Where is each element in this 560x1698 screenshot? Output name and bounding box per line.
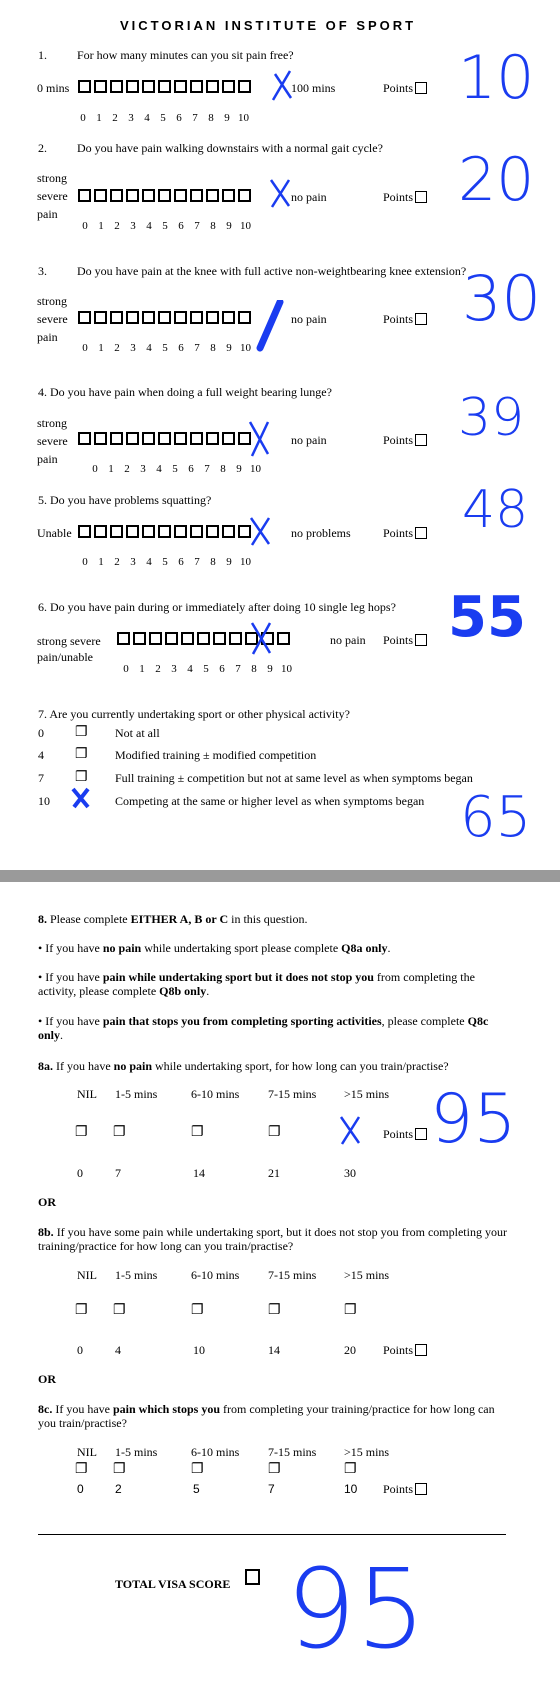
scale-box[interactable]: [181, 632, 194, 645]
scale-box[interactable]: [133, 632, 146, 645]
scale-number: 8: [210, 556, 216, 568]
q7-option-score-2: 7: [38, 771, 44, 785]
scale-number: 5: [162, 342, 168, 354]
q8b-question: 8b. If you have some pain while undertaking sport, but it does not stop you from completing your training/practice for how long can you train/practise?: [38, 1225, 507, 1253]
q5-right-anchor: no problems: [291, 526, 351, 540]
scale-number: 1: [108, 463, 114, 475]
scale-box[interactable]: [110, 432, 123, 445]
q6-cross-mark: [248, 620, 276, 656]
q8c-checkbox-nil[interactable]: ❐: [75, 1462, 88, 1477]
scale-box[interactable]: [222, 189, 235, 202]
scale-box[interactable]: [238, 80, 251, 93]
q6-left-anchor: strong severe pain/unable: [37, 634, 101, 664]
q8b-checkbox-1-5[interactable]: ❐: [113, 1303, 126, 1318]
section-divider: [38, 1534, 506, 1535]
q8-or-2: OR: [38, 1372, 56, 1386]
q8c-score-0: 0: [77, 1482, 84, 1496]
scale-number: 10: [281, 663, 292, 675]
q1-handwritten-score: 10: [458, 43, 535, 113]
q8a-score-0: 0: [77, 1166, 83, 1180]
q2-points: Points: [383, 190, 427, 204]
scale-number: 1: [139, 663, 145, 675]
scale-number: 3: [140, 463, 146, 475]
scale-box[interactable]: [206, 80, 219, 93]
scale-number: 6: [176, 112, 182, 124]
q8c-label-15plus: >15 mins: [344, 1445, 390, 1459]
scale-box[interactable]: [165, 632, 178, 645]
q2-scale-boxes[interactable]: [78, 189, 251, 202]
q1-scale-boxes[interactable]: [78, 80, 251, 93]
q8c-label-1-5: 1-5 mins: [115, 1445, 158, 1459]
scale-number: 0: [92, 463, 98, 475]
scale-number: 8: [210, 220, 216, 232]
q8b-points: Points: [383, 1343, 427, 1357]
q1-number: 1.: [38, 48, 47, 62]
scale-number: 2: [114, 220, 120, 232]
q1-left-anchor: 0 mins: [37, 81, 70, 95]
scale-number: 0: [82, 342, 88, 354]
q8c-score-1: 2: [115, 1482, 122, 1496]
scale-box[interactable]: [190, 80, 203, 93]
q2-points-box[interactable]: [415, 191, 427, 203]
q8a-label-1-5: 1-5 mins: [115, 1087, 158, 1101]
scale-number: 7: [235, 663, 241, 675]
scale-number: 6: [178, 220, 184, 232]
q8c-checkbox-15plus[interactable]: ❐: [344, 1462, 357, 1477]
q3-points: Points: [383, 312, 427, 326]
q6-points: Points: [383, 633, 427, 647]
scale-number: 0: [82, 220, 88, 232]
q4-right-anchor: no pain: [291, 433, 327, 447]
scale-box[interactable]: [117, 632, 130, 645]
q6-handwritten-score: 55: [448, 585, 526, 650]
q8b-score-1: 4: [115, 1343, 121, 1357]
scale-box[interactable]: [206, 525, 219, 538]
scale-number: 2: [124, 463, 130, 475]
q5-handwritten-score: 48: [462, 480, 529, 540]
scale-box[interactable]: [126, 311, 139, 324]
scale-box[interactable]: [206, 311, 219, 324]
scale-number: 5: [162, 556, 168, 568]
q8a-question: 8a. If you have no pain while undertaking sport, for how long can you train/practise?: [38, 1059, 449, 1073]
q3-left-anchor: strong severe pain: [37, 294, 68, 344]
scale-box[interactable]: [190, 432, 203, 445]
q8a-points: Points: [383, 1127, 427, 1141]
q7-text: 7. Are you currently undertaking sport or other physical activity?: [38, 707, 350, 721]
q2-text: Do you have pain walking downstairs with a normal gait cycle?: [77, 141, 383, 155]
scale-box[interactable]: [206, 189, 219, 202]
q2-right-anchor: no pain: [291, 190, 327, 204]
scale-number: 3: [171, 663, 177, 675]
q4-points-box[interactable]: [415, 434, 427, 446]
q8a-score-2: 14: [193, 1166, 205, 1180]
scale-box[interactable]: [158, 311, 171, 324]
total-handwritten-score: 95: [286, 1545, 426, 1673]
scale-box[interactable]: [213, 632, 226, 645]
q8a-checkbox-7-15[interactable]: ❐: [268, 1125, 281, 1140]
q6-scale-numbers: [121, 663, 291, 675]
q3-right-anchor: no pain: [291, 312, 327, 326]
scale-box[interactable]: [94, 525, 107, 538]
q8c-checkbox-1-5[interactable]: ❐: [113, 1462, 126, 1477]
q8b-score-3: 14: [268, 1343, 280, 1357]
scale-number: 1: [98, 220, 104, 232]
scale-box[interactable]: [142, 432, 155, 445]
scale-box[interactable]: [190, 189, 203, 202]
scale-box[interactable]: [174, 189, 187, 202]
total-score-box[interactable]: [245, 1569, 260, 1585]
scale-box[interactable]: [174, 525, 187, 538]
scale-number: 7: [194, 342, 200, 354]
q8c-checkbox-7-15[interactable]: ❐: [268, 1462, 281, 1477]
scale-box[interactable]: [229, 632, 242, 645]
scale-box[interactable]: [190, 525, 203, 538]
scale-box[interactable]: [277, 632, 290, 645]
scale-number: 4: [144, 112, 150, 124]
q5-left-anchor: Unable: [37, 526, 72, 540]
q8a-checkbox-nil[interactable]: ❐: [75, 1125, 88, 1140]
q8b-label-nil: NIL: [77, 1268, 97, 1282]
scale-number: 2: [114, 556, 120, 568]
scale-number: 10: [238, 112, 249, 124]
scale-number: 2: [114, 342, 120, 354]
q8c-label-7-15: 7-15 mins: [268, 1445, 317, 1459]
q8b-label-15plus: >15 mins: [344, 1268, 390, 1282]
scale-box[interactable]: [222, 311, 235, 324]
q8c-score-4: 10: [344, 1482, 358, 1496]
scale-number: 3: [130, 556, 136, 568]
scale-number: 8: [210, 342, 216, 354]
q7-option-label-1: Modified training ± modified competition: [115, 748, 317, 762]
q2-number: 2.: [38, 141, 47, 155]
q8b-score-4: 20: [344, 1343, 356, 1357]
scale-number: 0: [80, 112, 86, 124]
scale-number: 6: [178, 342, 184, 354]
scale-number: 10: [250, 463, 261, 475]
scale-number: 9: [236, 463, 242, 475]
scale-box[interactable]: [222, 525, 235, 538]
q8b-checkbox-15plus[interactable]: ❐: [344, 1303, 357, 1318]
scale-box[interactable]: [158, 432, 171, 445]
scale-number: 1: [98, 556, 104, 568]
scale-box[interactable]: [78, 525, 91, 538]
scale-box[interactable]: [158, 189, 171, 202]
scale-box[interactable]: [174, 80, 187, 93]
q4-cross-mark: [246, 418, 274, 458]
q8a-label-15plus: >15 mins: [344, 1087, 390, 1101]
q5-scale-numbers: [80, 556, 250, 568]
scale-box[interactable]: [174, 311, 187, 324]
scale-box[interactable]: [222, 80, 235, 93]
q3-scale-boxes[interactable]: [78, 311, 251, 324]
page-separator: [0, 870, 560, 882]
q4-text: 4. Do you have pain when doing a full weight bearing lunge?: [38, 385, 332, 399]
scale-box[interactable]: [126, 525, 139, 538]
q4-left-anchor: strong severe pain: [37, 416, 68, 466]
q8a-points-box[interactable]: [415, 1128, 427, 1140]
scale-number: 3: [130, 220, 136, 232]
q8c-points-box[interactable]: [415, 1483, 427, 1495]
q8b-score-0: 0: [77, 1343, 83, 1357]
q8-bullet-c: • If you have pain that stops you from completing sporting activities, please complete Q8c only.: [38, 1014, 489, 1042]
q8c-score-2: 5: [193, 1482, 200, 1496]
scale-number: 6: [178, 556, 184, 568]
scale-number: 9: [226, 556, 232, 568]
q8-bullet-b: • If you have pain while undertaking sport but it does not stop you from completing the activity, please complete Q8b only.: [38, 970, 475, 998]
scale-box[interactable]: [94, 311, 107, 324]
scale-number: 3: [130, 342, 136, 354]
q1-cross-mark: [270, 68, 294, 102]
q7-option-label-0: Not at all: [115, 726, 160, 740]
total-score-label: TOTAL VISA SCORE: [115, 1577, 231, 1591]
q5-cross-mark: [247, 514, 275, 548]
q7-checkbox-1[interactable]: ❐: [75, 747, 88, 762]
scale-box[interactable]: [94, 189, 107, 202]
q7-option-label-3: Competing at the same or higher level as when symptoms began: [115, 794, 425, 808]
scale-box[interactable]: [174, 432, 187, 445]
q2-left-anchor: strong severe pain: [37, 171, 68, 221]
q8a-score-3: 21: [268, 1166, 280, 1180]
q8c-points: Points: [383, 1482, 427, 1496]
q5-text: 5. Do you have problems squatting?: [38, 493, 212, 507]
q7-checkbox-0[interactable]: ❐: [75, 725, 88, 740]
q1-points-box[interactable]: [415, 82, 427, 94]
scale-box[interactable]: [126, 80, 139, 93]
scale-number: 10: [240, 342, 251, 354]
scale-number: 4: [146, 342, 152, 354]
q8-or-1: OR: [38, 1195, 56, 1209]
q7-option-score-0: 0: [38, 726, 44, 740]
scale-number: 7: [204, 463, 210, 475]
scale-number: 4: [146, 220, 152, 232]
scale-number: 9: [226, 220, 232, 232]
q8b-label-7-15: 7-15 mins: [268, 1268, 317, 1282]
scale-box[interactable]: [238, 189, 251, 202]
scale-number: 9: [224, 112, 230, 124]
q5-points: Points: [383, 526, 427, 540]
q7-option-label-2: Full training ± competition but not at same level as when symptoms began: [115, 771, 473, 785]
q7-checkbox-2[interactable]: ❐: [75, 770, 88, 785]
q4-points: Points: [383, 433, 427, 447]
scale-box[interactable]: [110, 525, 123, 538]
scale-number: 10: [240, 556, 251, 568]
q6-right-anchor: no pain: [330, 633, 366, 647]
q8a-label-6-10: 6-10 mins: [191, 1087, 240, 1101]
q3-text: Do you have pain at the knee with full active non-weightbearing knee extension?: [77, 264, 467, 278]
scale-box[interactable]: [190, 311, 203, 324]
scale-box[interactable]: [206, 432, 219, 445]
scale-box[interactable]: [142, 525, 155, 538]
q5-scale-boxes[interactable]: [78, 525, 251, 538]
q1-right-anchor: 100 mins: [291, 81, 336, 95]
q1-text: For how many minutes can you sit pain free?: [77, 48, 294, 62]
scale-number: 8: [251, 663, 257, 675]
q1-scale-numbers: [78, 112, 248, 124]
q8a-label-nil: NIL: [77, 1087, 97, 1101]
scale-number: 7: [192, 112, 198, 124]
scale-box[interactable]: [142, 189, 155, 202]
scale-number: 4: [156, 463, 162, 475]
scale-number: 5: [162, 220, 168, 232]
q6-points-box[interactable]: [415, 634, 427, 646]
q8c-label-nil: NIL: [77, 1445, 97, 1459]
scale-box[interactable]: [94, 80, 107, 93]
scale-number: 8: [208, 112, 214, 124]
scale-number: 6: [188, 463, 194, 475]
q8a-selected-mark: [337, 1114, 365, 1146]
scale-number: 9: [226, 342, 232, 354]
scale-number: 9: [267, 663, 273, 675]
scale-box[interactable]: [142, 80, 155, 93]
q2-scale-numbers: [80, 220, 250, 232]
q2-cross-mark: [267, 176, 293, 210]
scale-number: 5: [160, 112, 166, 124]
q8b-label-1-5: 1-5 mins: [115, 1268, 158, 1282]
q1-points: Points: [383, 81, 427, 95]
q8b-checkbox-7-15[interactable]: ❐: [268, 1303, 281, 1318]
q7-option-score-3: 10: [38, 794, 50, 808]
scale-number: 10: [240, 220, 251, 232]
scale-box[interactable]: [149, 632, 162, 645]
q3-scale-numbers: [80, 342, 250, 354]
scale-number: 4: [187, 663, 193, 675]
q8c-score-3: 7: [268, 1482, 275, 1496]
scale-number: 7: [194, 556, 200, 568]
q6-text: 6. Do you have pain during or immediately after doing 10 single leg hops?: [38, 600, 396, 614]
scale-box[interactable]: [78, 189, 91, 202]
q8-intro: 8. Please complete EITHER A, B or C in this question.: [38, 912, 308, 926]
scale-number: 7: [194, 220, 200, 232]
q8c-question: 8c. If you have pain which stops you from completing your training/practice for how long can you train/practise?: [38, 1402, 495, 1430]
q3-points-box[interactable]: [415, 313, 427, 325]
scale-number: 5: [203, 663, 209, 675]
scale-number: 0: [123, 663, 129, 675]
scale-number: 4: [146, 556, 152, 568]
q8c-label-6-10: 6-10 mins: [191, 1445, 240, 1459]
scale-box[interactable]: [78, 80, 91, 93]
q8b-score-2: 10: [193, 1343, 205, 1357]
scale-box[interactable]: [158, 525, 171, 538]
q3-check-mark: [250, 300, 294, 352]
scale-box[interactable]: [110, 189, 123, 202]
scale-box[interactable]: [197, 632, 210, 645]
q3-handwritten-score: 30: [462, 262, 541, 335]
q8-bullet-a: • If you have no pain while undertaking sport please complete Q8a only.: [38, 941, 391, 955]
q8a-checkbox-6-10[interactable]: ❐: [191, 1125, 204, 1140]
scale-box[interactable]: [126, 432, 139, 445]
q8b-checkbox-nil[interactable]: ❐: [75, 1303, 88, 1318]
q2-handwritten-score: 20: [458, 145, 535, 215]
scale-box[interactable]: [158, 80, 171, 93]
q8a-checkbox-1-5[interactable]: ❐: [113, 1125, 126, 1140]
q4-scale-boxes[interactable]: [78, 432, 251, 445]
q3-number: 3.: [38, 264, 47, 278]
scale-box[interactable]: [78, 311, 91, 324]
scale-number: 1: [96, 112, 102, 124]
q8c-checkbox-6-10[interactable]: ❐: [191, 1462, 204, 1477]
scale-box[interactable]: [222, 432, 235, 445]
q8-handwritten-score: 95: [430, 1080, 517, 1159]
scale-number: 2: [112, 112, 118, 124]
q8b-checkbox-6-10[interactable]: ❐: [191, 1303, 204, 1318]
scale-box[interactable]: [94, 432, 107, 445]
scale-box[interactable]: [110, 311, 123, 324]
scale-box[interactable]: [110, 80, 123, 93]
q7-option-score-1: 4: [38, 748, 44, 762]
q4-scale-numbers: [90, 463, 260, 475]
q5-points-box[interactable]: [415, 527, 427, 539]
scale-number: 0: [82, 556, 88, 568]
scale-number: 6: [219, 663, 225, 675]
scale-box[interactable]: [78, 432, 91, 445]
scale-number: 1: [98, 342, 104, 354]
q8b-label-6-10: 6-10 mins: [191, 1268, 240, 1282]
form-title: VICTORIAN INSTITUTE OF SPORT: [120, 18, 417, 33]
scale-number: 5: [172, 463, 178, 475]
q4-handwritten-score: 39: [458, 388, 525, 448]
scale-box[interactable]: [142, 311, 155, 324]
scale-number: 2: [155, 663, 161, 675]
q7-selected-mark: [70, 786, 92, 810]
q8a-score-1: 7: [115, 1166, 121, 1180]
q7-handwritten-score: 65: [460, 785, 532, 850]
q8a-score-4: 30: [344, 1166, 356, 1180]
scale-box[interactable]: [126, 189, 139, 202]
scale-number: 8: [220, 463, 226, 475]
scale-number: 3: [128, 112, 134, 124]
q8b-points-box[interactable]: [415, 1344, 427, 1356]
q8a-label-7-15: 7-15 mins: [268, 1087, 317, 1101]
